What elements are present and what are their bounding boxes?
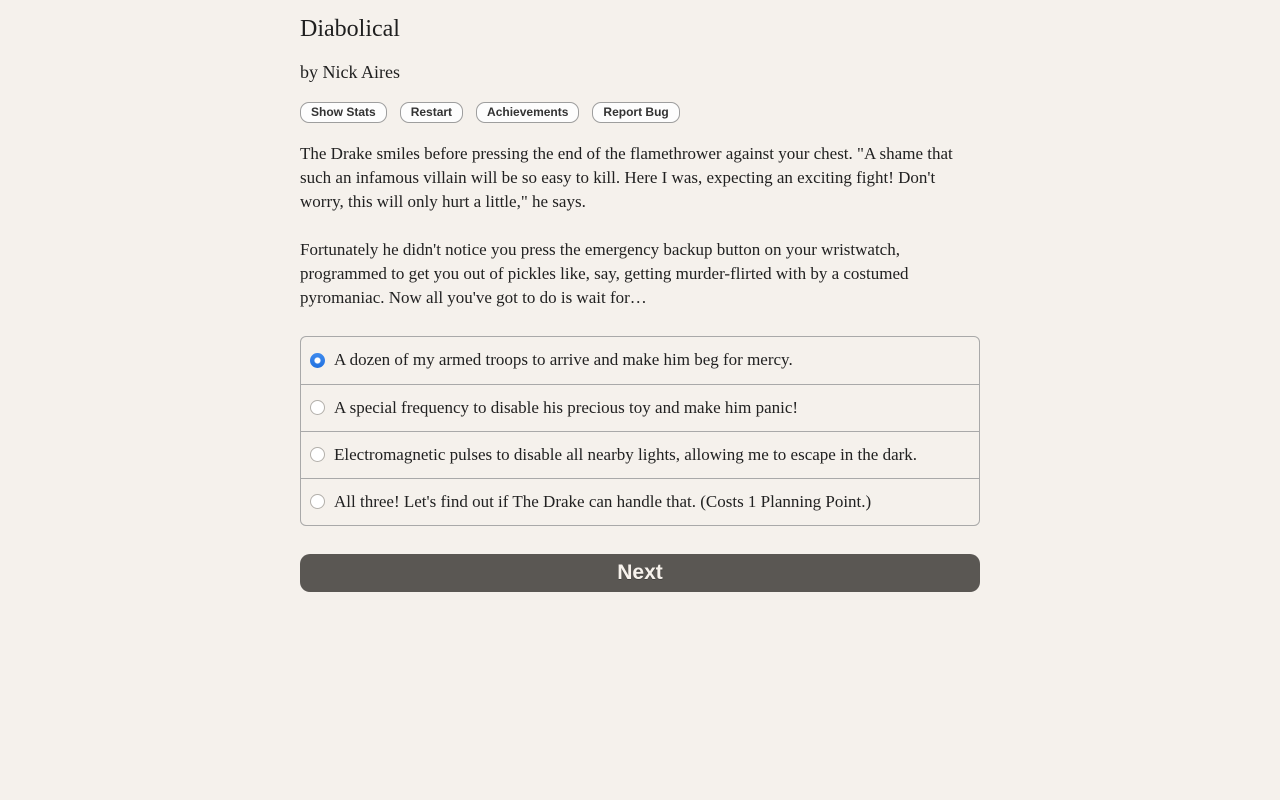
story-paragraph: Fortunately he didn't notice you press the emergency backup button on your wristwatch, programmed to get you out of pickles like, say, getting murder-flirted with by a costumed pyromaniac. Now all you've got to do is wait for… bbox=[300, 239, 909, 307]
game-author: by Nick Aires bbox=[300, 61, 400, 82]
achievements-button[interactable]: Achievements bbox=[476, 102, 579, 123]
choice-radio[interactable] bbox=[310, 353, 325, 368]
choice-radio[interactable] bbox=[310, 400, 325, 415]
choice-option-label: A dozen of my armed troops to arrive and make him beg for mercy. bbox=[334, 350, 793, 370]
choice-option-emp[interactable] bbox=[301, 431, 979, 478]
show-stats-button[interactable]: Show Stats bbox=[300, 102, 387, 123]
choice-option-all-three[interactable] bbox=[301, 478, 979, 525]
choice-option-label: Electromagnetic pulses to disable all nearby lights, allowing me to escape in the dark. bbox=[334, 444, 918, 464]
choice-option-troops[interactable] bbox=[301, 337, 979, 384]
choice-option-label: A special frequency to disable his precious toy and make him panic! bbox=[334, 397, 799, 417]
game-title: Diabolical bbox=[300, 16, 400, 42]
report-bug-button[interactable]: Report Bug bbox=[592, 102, 679, 123]
story-paragraph: The Drake smiles before pressing the end of the flamethrower against your chest. "A shame that such an infamous villain will be so easy to kill. Here I was, expecting an exciting fight! Don't worry, this will only hurt a little," he says. bbox=[300, 143, 953, 211]
game-page bbox=[300, 0, 980, 592]
restart-button[interactable]: Restart bbox=[400, 102, 463, 123]
toolbar bbox=[300, 102, 980, 123]
next-button[interactable]: Next bbox=[300, 554, 980, 592]
choice-radio[interactable] bbox=[310, 447, 325, 462]
choice-radio[interactable] bbox=[310, 494, 325, 509]
choice-list bbox=[300, 336, 980, 526]
choice-option-frequency[interactable] bbox=[301, 384, 979, 431]
choice-option-label: All three! Let's find out if The Drake can handle that. (Costs 1 Planning Point.) bbox=[334, 491, 872, 511]
story-text bbox=[300, 142, 980, 310]
